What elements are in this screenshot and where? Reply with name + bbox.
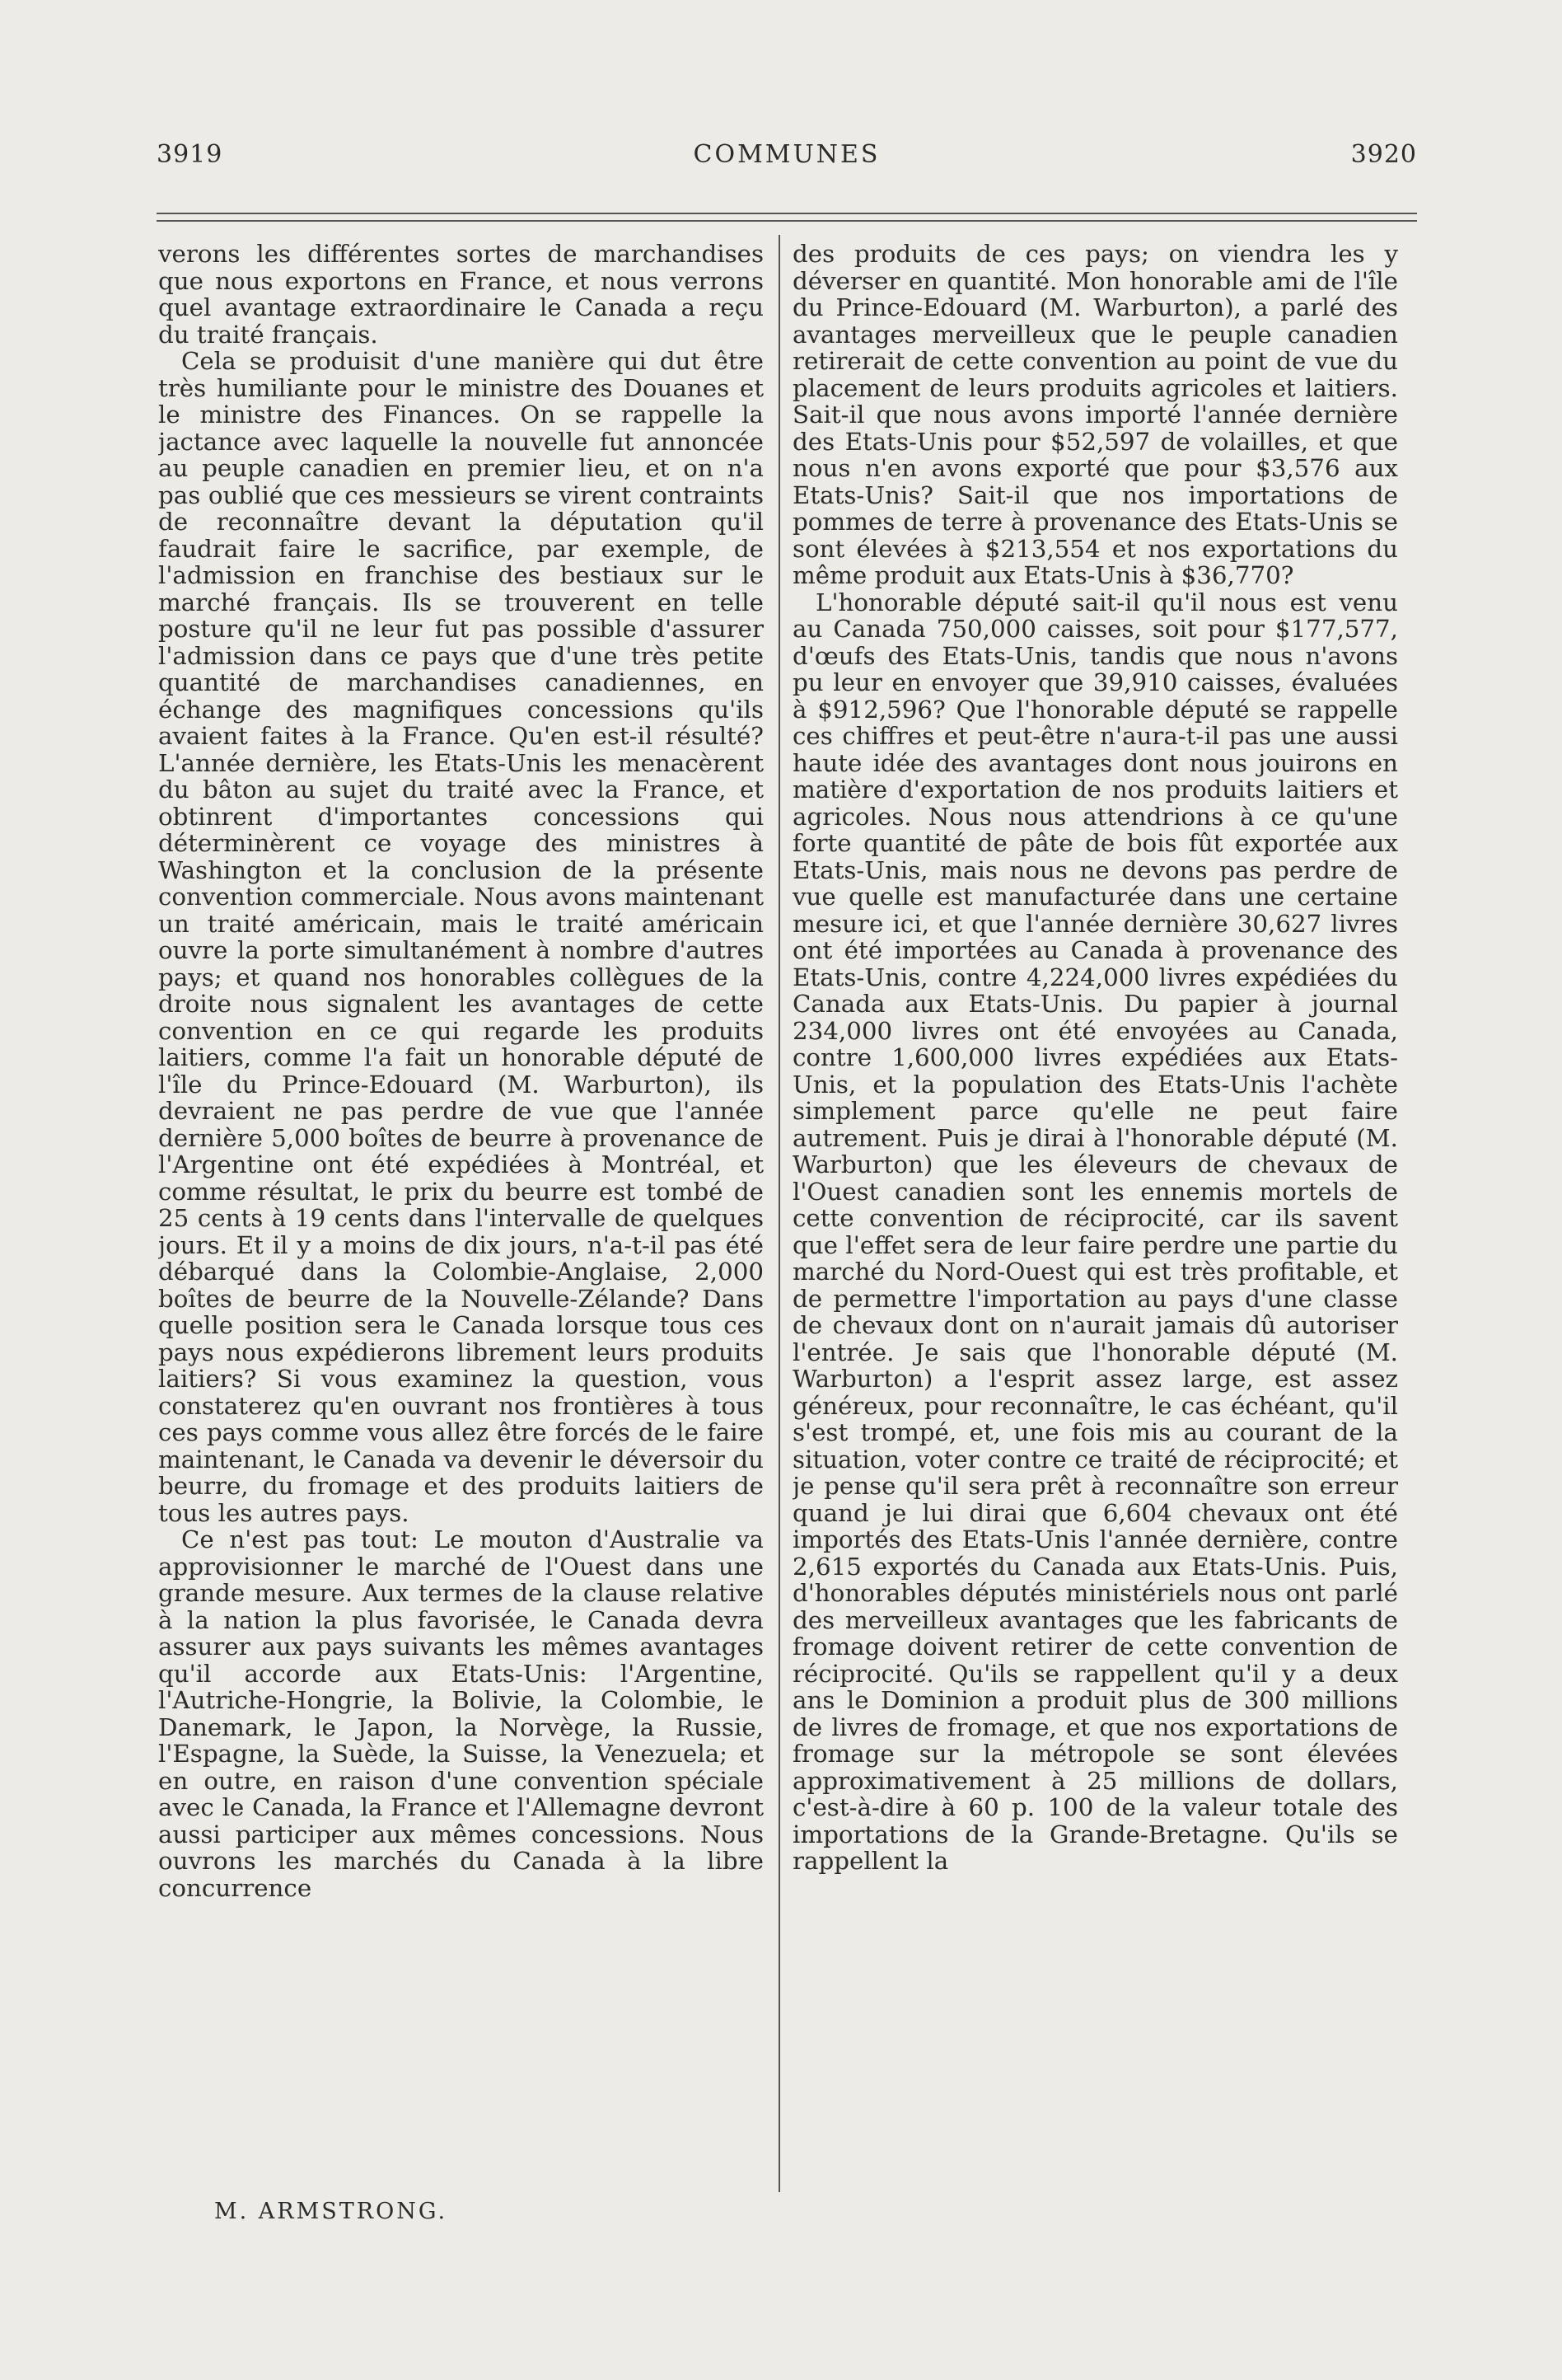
column-divider — [779, 235, 780, 2192]
speaker-footer: M. ARMSTRONG. — [214, 2199, 448, 2224]
paragraph: des produits de ces pays; on viendra les y déverser en quantité. Mon honorable ami de l'île du Prince-Edouard (M. Warburton), a parlé des avantages merveilleux que le peuple canadien retirerait de cette convention au point de vue du placement de leurs produits agricoles et laitiers. Sait-il que nous avons importé l'année dernière des Etats-Unis pour $52,597 de volailles, et que nous n'en avons exporté que pour $3,576 aux Etats-Unis? Sait-il que nos importations de pommes de terre à provenance des Etats-Unis se sont élevées à $213,554 et nos exportations du même produit aux Etats-Unis à $36,770? — [793, 241, 1398, 589]
left-page-number: 3919 — [157, 140, 223, 169]
right-page-number: 3920 — [1350, 140, 1417, 169]
page-title: COMMUNES — [693, 140, 881, 169]
paragraph: L'honorable député sait-il qu'il nous est venu au Canada 750,000 caisses, soit pour $177,577, d'œufs des Etats-Unis, tandis que nous n'avons pu leur en envoyer que 39,910 caisses, évaluées à $912,596? Que l'honorable député se rappelle ces chiffres et peut-être n'aura-t-il pas une aussi haute idée des avantages dont nous jouirons en matière d'exportation de nos produits laitiers et agricoles. Nous nous attendrions à ce qu'une forte quantité de pâte de bois fût exportée aux Etats-Unis, mais nous ne devons pas perdre de vue quelle est manufacturée dans une certaine mesure ici, et que l'année dernière 30,627 livres ont été importées au Canada à provenance des Etats-Unis, contre 4,224,000 livres expédiées du Canada aux Etats-Unis. Du papier à journal 234,000 livres ont été envoyées au Canada, contre 1,600,000 livres expédiées aux Etats-Unis, et la population des Etats-Unis l'achète simplement parce qu'elle ne peut faire autrement. Puis je dirai à l'honorable député (M. Warburton) que les éleveurs de chevaux de l'Ouest canadien sont les ennemis mortels de cette convention de réciprocité, car ils savent que l'effet sera de leur faire perdre une partie du marché du Nord-Ouest qui est très profitable, et de permettre l'importation au pays d'une classe de chevaux dont on n'aurait jamais dû autoriser l'entrée. Je sais que l'honorable député (M. Warburton) a l'esprit assez large, est assez généreux, pour reconnaître, le cas échéant, qu'il s'est trompé, et, une fois mis au courant de la situation, voter contre ce traité de réciprocité; et je pense qu'il sera prêt à reconnaître son erreur quand je lui dirai que 6,604 chevaux ont été importés des Etats-Unis l'année dernière, contre 2,615 exportés du Canada aux Etats-Unis. Puis, d'honorables députés ministériels nous ont parlé des merveilleux avantages que les fabricants de fromage doivent retirer de cette convention de réciprocité. Qu'ils se rappellent qu'il y a deux ans le Dominion a produit plus de 300 millions de livres de fromage, et que nos exportations de fromage sur la métropole se sont élevées approximativement à 25 millions de dollars, c'est-à-dire à 60 p. 100 de la valeur totale des importations de la Grande-Bretagne. Qu'ils se rappellent la — [793, 588, 1398, 1875]
left-column — [158, 241, 764, 2177]
header-rule-top — [157, 213, 1417, 214]
paragraph: Cela se produisit d'une manière qui dut être très humiliante pour le ministre des Douanes et le ministre des Finances. On se rappelle la jactance avec laquelle la nouvelle fut annoncée au peuple canadien en premier lieu, et on n'a pas oublié que ces messieurs se virent contraints de reconnaître devant la députation qu'il faudrait faire le sacrifice, par exemple, de l'admission en franchise des bestiaux sur le marché français. Ils se trouverent en telle posture qu'il ne leur fut pas possible d'assurer l'admission dans ce pays que d'une très petite quantité de marchandises canadiennes, en échange des magnifiques concessions qu'ils avaient faites à la France. Qu'en est-il résulté? L'année dernière, les Etats-Unis les menacèrent du bâton au sujet du traité avec la France, et obtinrent d'importantes concessions qui déterminèrent ce voyage des ministres à Washington et la conclusion de la présente convention commerciale. Nous avons maintenant un traité américain, mais le traité américain ouvre la porte simultanément à nombre d'autres pays; et quand nos honorables collègues de la droite nous signalent les avantages de cette convention en ce qui regarde les produits laitiers, comme l'a fait un honorable député de l'île du Prince-Edouard (M. Warburton), ils devraient ne pas perdre de vue que l'année dernière 5,000 boîtes de beurre à provenance de l'Argentine ont été expédiées à Montréal, et comme résultat, le prix du beurre est tombé de 25 cents à 19 cents dans l'intervalle de quelques jours. Et il y a moins de dix jours, n'a-t-il pas été débarqué dans la Colombie-Anglaise, 2,000 boîtes de beurre de la Nouvelle-Zélande? Dans quelle position sera le Canada lorsque tous ces pays nous expédierons librement leurs produits laitiers? Si vous examinez la question, vous constaterez qu'en ouvrant nos frontières à tous ces pays comme vous allez être forcés de le faire maintenant, le Canada va devenir le déversoir du beurre, du fromage et des produits laitiers de tous les autres pays. — [158, 347, 764, 1527]
right-column — [793, 241, 1398, 2177]
paragraph: verons les différentes sortes de marchandises que nous exportons en France, et nous verrons quel avantage extraordinaire le Canada a reçu du traité français. — [158, 241, 764, 349]
page-header — [157, 140, 1417, 181]
paragraph: Ce n'est pas tout: Le mouton d'Australie va approvisionner le marché de l'Ouest dans une grande mesure. Aux termes de la clause relative à la nation la plus favorisée, le Canada devra assurer aux pays suivants les mêmes avantages qu'il accorde aux Etats-Unis: l'Argentine, l'Autriche-Hongrie, la Bolivie, la Colombie, le Danemark, le Japon, la Norvège, la Russie, l'Espagne, la Suède, la Suisse, la Venezuela; et en outre, en raison d'une convention spéciale avec le Canada, la France et l'Allemagne devront aussi participer aux mêmes concessions. Nous ouvrons les marchés du Canada à la libre concurrence — [158, 1525, 764, 1902]
header-rule-bottom — [157, 220, 1417, 222]
